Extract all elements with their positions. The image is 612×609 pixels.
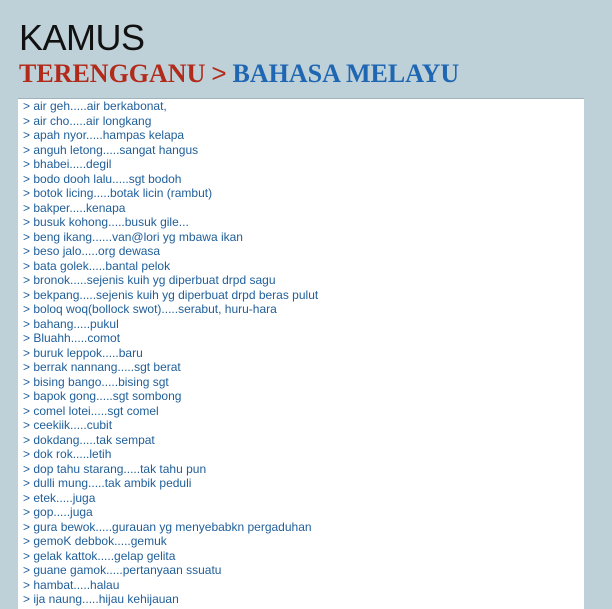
dictionary-entry: > bhabei.....degil — [23, 157, 112, 171]
dictionary-entry: > hambat.....halau — [23, 577, 120, 592]
dictionary-panel — [18, 98, 584, 609]
dictionary-entry: > etek.....juga — [23, 490, 96, 505]
dictionary-entry: > Bluahh.....comot — [23, 331, 121, 345]
dictionary-entry: > guane gamok.....pertanyaan ssuatu — [23, 563, 222, 577]
dictionary-entry: > bekpang.....sejenis kuih yg diperbuat drpd beras pulut — [23, 287, 319, 302]
dictionary-entry: > ija naung.....hijau kehijauan — [23, 592, 179, 606]
dictionary-entry: > botok licing.....botak licin (rambut) — [23, 186, 213, 200]
dictionary-entry: > gura bewok.....gurauan yg menyebabkn pergaduhan — [23, 519, 312, 534]
dictionary-entry: > gemoK debbok.....gemuk — [23, 534, 167, 548]
dictionary-entry: > apah nyor.....hampas kelapa — [23, 128, 185, 142]
dictionary-entry: > air geh.....air berkabonat, — [23, 99, 167, 113]
dictionary-entry: > bapok gong.....sgt sombong — [23, 389, 182, 403]
dictionary-entry: > gelak kattok.....gelap gelita — [23, 548, 176, 563]
dictionary-entry: > air cho.....air longkang — [23, 113, 152, 128]
dictionary-entry: > dop tahu starang.....tak tahu pun — [23, 461, 207, 476]
dictionary-entry: > bakper.....kenapa — [23, 200, 126, 215]
direction-separator: > — [211, 58, 227, 88]
dictionary-entry: > bodo dooh lalu.....sgt bodoh — [23, 171, 182, 186]
dictionary-entry: > bronok.....sejenis kuih yg diperbuat drpd sagu — [23, 273, 276, 287]
dictionary-entry: > beng ikang......van@lori yg mbawa ikan — [23, 229, 243, 244]
dictionary-list — [18, 99, 584, 607]
page-subtitle — [19, 57, 459, 90]
dictionary-entry: > dok rok.....letih — [23, 447, 112, 461]
dictionary-entry: > gop.....juga — [23, 505, 93, 519]
dictionary-entry: > bising bango.....bising sgt — [23, 374, 169, 389]
dictionary-entry: > dulli mung.....tak ambik peduli — [23, 476, 192, 490]
dictionary-entry: > anguh letong.....sangat hangus — [23, 142, 199, 157]
dictionary-entry: > bahang.....pukul — [23, 316, 119, 331]
dictionary-entry: > buruk leppok.....baru — [23, 345, 143, 360]
dictionary-entry: > busuk kohong.....busuk gile... — [23, 215, 189, 229]
dictionary-entry: > beso jalo.....org dewasa — [23, 244, 161, 258]
dictionary-entry: > comel lotei.....sgt comel — [23, 403, 159, 418]
target-language: BAHASA MELAYU — [232, 59, 460, 88]
dictionary-entry: > bata golek.....bantal pelok — [23, 258, 171, 273]
dictionary-entry: > ceekiik.....cubit — [23, 418, 113, 432]
dictionary-entry: > berrak nannang.....sgt berat — [23, 360, 181, 374]
dictionary-entry: > dokdang.....tak sempat — [23, 432, 155, 447]
source-language: TERENGGANU — [19, 59, 206, 88]
dictionary-entry: > boloq woq(bollock swot).....serabut, huru-hara — [23, 302, 277, 316]
page-title: KAMUS — [19, 17, 145, 58]
